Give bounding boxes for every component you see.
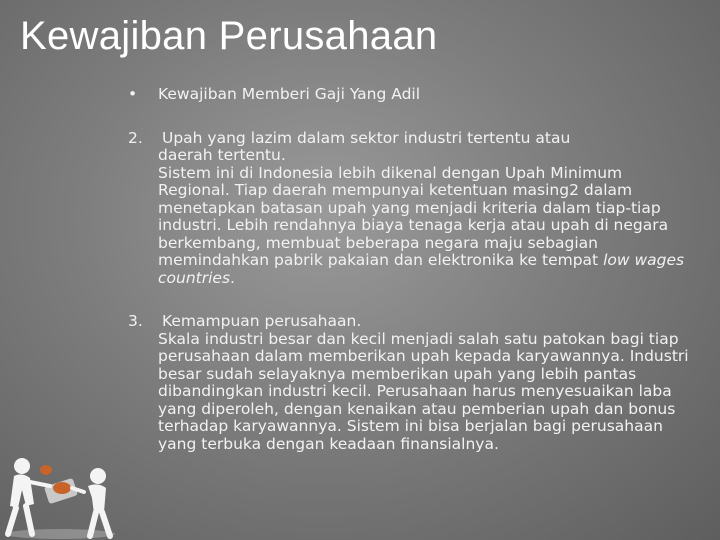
- item-3-first-line: Kemampuan perusahaan.: [162, 312, 362, 330]
- item-2-second-line: daerah tertentu.: [158, 146, 286, 164]
- item-2-end: .: [230, 268, 235, 287]
- slide-title: Kewajiban Perusahaan: [20, 14, 438, 58]
- item-2-first-line: Upah yang lazim dalam sektor industri tertentu atau: [162, 128, 571, 147]
- item-2-number: 2.: [128, 128, 143, 147]
- bullet-dot: •: [128, 85, 138, 103]
- item-2-body-text: Sistem ini di Indonesia lebih dikenal dengan Upah Minimum Regional. Tiap daerah mempunyai ketentuan masing2 dalam menetapkan batasan upah yang menjadi kriteria dalam tiap-tiap industri. Lebih rendahnya biaya tenaga kerja atau upah di negara berkembang, membuat beberapa negara maju sebagian memindahkan pabrik pakaian dan elektronika ke tempat: [158, 163, 669, 269]
- bullet-item: [128, 86, 698, 104]
- item-2-heading: [128, 130, 698, 148]
- item-3-number: 3.: [128, 312, 143, 330]
- item-2-body: [128, 165, 698, 288]
- item-3-heading: [128, 313, 698, 331]
- slide-content: [128, 86, 698, 479]
- bullet-text: Kewajiban Memberi Gaji Yang Adil: [158, 85, 421, 103]
- item-2-italic-text: low wages countries: [158, 251, 685, 287]
- figures-illustration-icon: [0, 448, 120, 540]
- item-2: [128, 130, 698, 288]
- item-3-body: Skala industri besar dan kecil menjadi salah satu patokan bagi tiap perusahaan dalam memberikan upah kepada karyawannya. Industri besar sudah selayaknya memberikan upah yang lebih pantas dibandingkan industri kecil. Perusahaan harus menyesuaikan laba yang diperoleh, dengan kenaikan atau pemberian upah dan bonus terhadap karyawannya. Sistem ini bisa berjalan bagi perusahaan yang terbuka dengan keadaan finansialnya.: [158, 329, 689, 453]
- item-3: [128, 313, 698, 453]
